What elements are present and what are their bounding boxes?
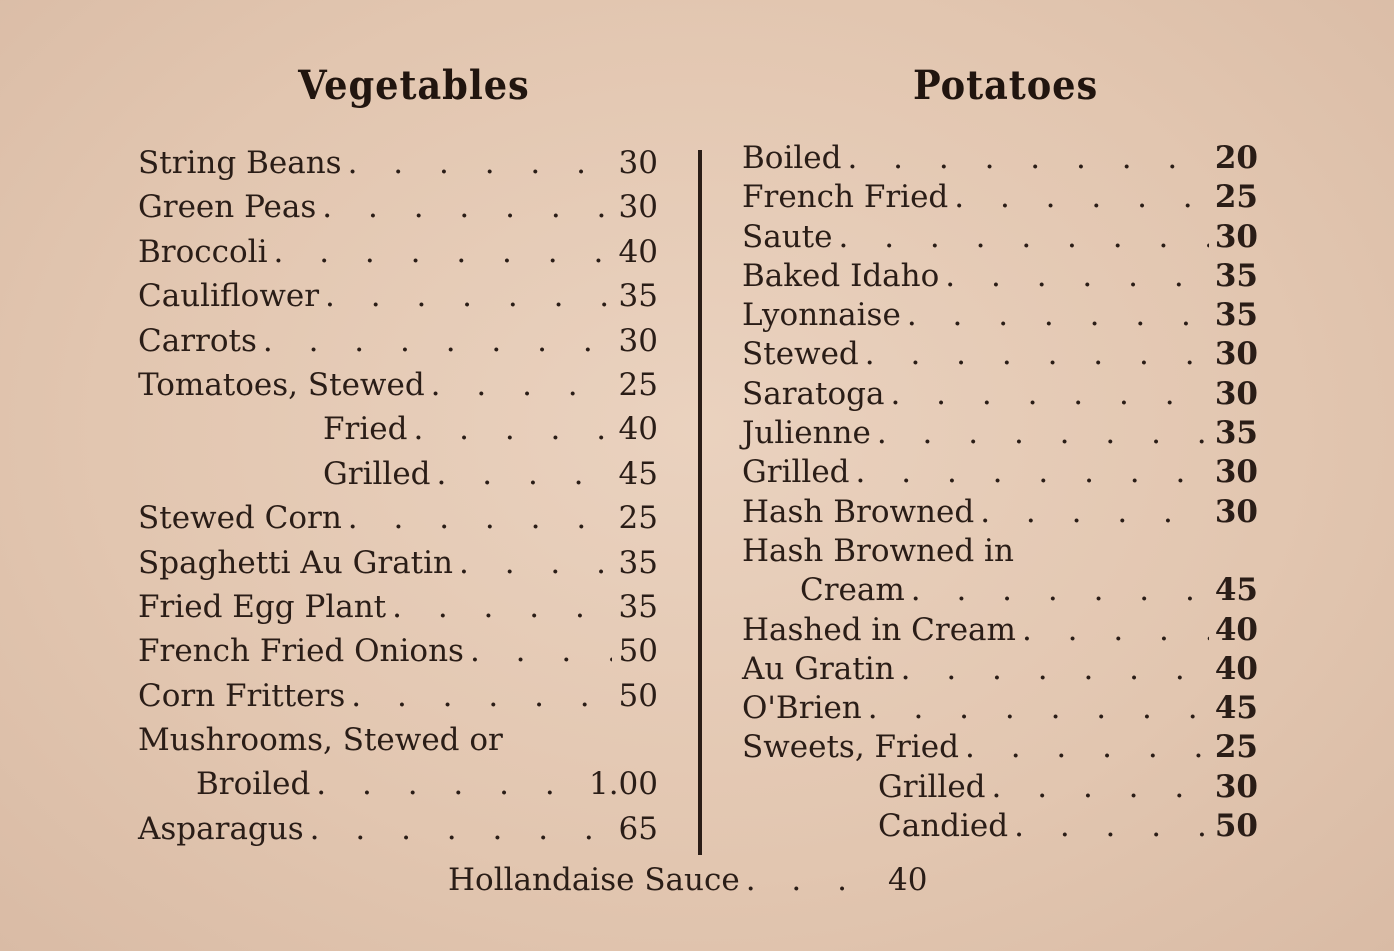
dot-leader: [263, 326, 612, 357]
item-name: Fried: [323, 411, 408, 448]
item-price: 30: [1214, 218, 1258, 255]
item-name: Corn Fritters: [138, 677, 346, 714]
menu-item: [138, 544, 658, 592]
menu-item: [138, 145, 658, 192]
dot-leader: [322, 192, 612, 223]
item-name: Grilled: [742, 454, 850, 491]
dot-leader: [459, 548, 612, 579]
item-price: 30: [1214, 375, 1258, 412]
item-price: 25: [1214, 179, 1258, 216]
menu-item: [138, 810, 658, 858]
menu-item: [742, 611, 1258, 654]
menu-item: [742, 297, 1258, 339]
menu-item: [742, 768, 1258, 811]
dot-leader: [437, 459, 612, 490]
menu-item: [138, 633, 658, 680]
menu-item: [742, 572, 1258, 614]
item-name: Cream: [800, 572, 905, 609]
item-price: 35: [1214, 257, 1258, 294]
item-name: Carrots: [138, 322, 257, 359]
menu-item: [138, 500, 658, 547]
dot-leader: [392, 592, 612, 623]
item-name: Green Peas: [138, 189, 317, 226]
menu-item: [742, 415, 1258, 457]
menu-item: [742, 218, 1258, 261]
menu-item: [742, 336, 1258, 378]
item-price: 1.00: [588, 766, 658, 803]
item-price: 50: [1214, 808, 1258, 845]
dot-leader: [470, 636, 612, 667]
dot-leader: [310, 814, 612, 845]
dot-leader: [954, 182, 1209, 213]
item-name: Julienne: [742, 415, 871, 452]
item-name: Stewed: [742, 336, 859, 373]
dot-leader: [348, 503, 612, 534]
menu-item: [138, 588, 658, 636]
item-name: Broiled: [196, 766, 311, 803]
item-price: 30: [1214, 768, 1258, 805]
item-price: 30: [1214, 454, 1258, 491]
item-price: 45: [618, 455, 658, 492]
dot-leader: [273, 237, 612, 268]
dot-leader: [868, 693, 1209, 724]
item-price: 50: [618, 633, 658, 670]
item-name: French Fried Onions: [138, 633, 464, 670]
dot-leader: [348, 148, 612, 179]
item-name: Lyonnaise: [742, 297, 901, 334]
item-name: Stewed Corn: [138, 500, 342, 537]
dot-leader: [351, 681, 612, 712]
item-name: Cauliflower: [138, 278, 320, 315]
item-price: 25: [618, 366, 658, 403]
vegetables-heading: Vegetables: [298, 62, 530, 109]
menu-item: [138, 366, 658, 414]
menu-item: [742, 257, 1258, 300]
vegetables-list: [138, 145, 658, 858]
item-price: 65: [618, 810, 658, 847]
item-name: Sweets, Fried: [742, 729, 959, 766]
item-price: 40: [618, 233, 658, 270]
item-name: Hollandaise Sauce: [448, 862, 740, 898]
item-price: 35: [618, 278, 658, 315]
menu-item: [742, 140, 1258, 182]
item-price: 30: [1214, 493, 1258, 530]
column-divider: [698, 150, 702, 855]
dot-leader: [907, 300, 1209, 331]
menu-item: [742, 179, 1258, 221]
dot-leader: [890, 379, 1208, 410]
menu-item: [138, 722, 658, 769]
item-name: Candied: [878, 808, 1009, 845]
dot-leader: [847, 143, 1208, 174]
item-price: 30: [618, 189, 658, 226]
item-price: 30: [618, 322, 658, 359]
menu-item: [742, 493, 1258, 536]
dot-leader: [431, 370, 612, 401]
item-name: Tomatoes, Stewed: [138, 366, 425, 403]
dot-leader: [965, 732, 1209, 763]
menu-item: [138, 322, 658, 370]
item-price: 40: [618, 411, 658, 448]
item-price: 25: [618, 500, 658, 537]
item-price: 50: [618, 677, 658, 714]
item-name: French Fried: [742, 179, 949, 216]
item-name: Baked Idaho: [742, 257, 940, 294]
item-name: String Beans: [138, 145, 342, 181]
dot-leader: [839, 222, 1209, 253]
dot-leader: [945, 261, 1209, 292]
menu-item: [742, 532, 1258, 575]
dot-leader: [746, 862, 860, 898]
menu-item: [742, 690, 1258, 732]
item-name: Saute: [742, 218, 833, 255]
item-price: 30: [1214, 336, 1258, 373]
menu-item: [742, 650, 1258, 693]
item-price: 25: [1214, 729, 1258, 766]
menu-item: [742, 454, 1258, 496]
dot-leader: [992, 772, 1209, 803]
hollandaise-sauce-item: [448, 862, 927, 898]
menu-item: [742, 375, 1258, 418]
dot-leader: [413, 414, 612, 445]
item-price: 35: [1214, 415, 1258, 452]
item-name: Hash Browned: [742, 493, 975, 530]
menu-item: [742, 808, 1258, 850]
dot-leader: [980, 497, 1209, 528]
menu-item: [138, 455, 658, 503]
item-price: 45: [1214, 690, 1258, 727]
item-name: Hashed in Cream: [742, 611, 1016, 648]
potatoes-heading: Potatoes: [913, 62, 1099, 109]
item-name: Spaghetti Au Gratin: [138, 544, 454, 581]
item-name: Grilled: [323, 455, 431, 492]
menu-item: [138, 677, 658, 725]
dot-leader: [325, 281, 612, 312]
dot-leader: [856, 457, 1209, 488]
item-price: 35: [618, 588, 658, 625]
item-price: 40: [1214, 611, 1258, 648]
item-price: 45: [1214, 572, 1258, 609]
menu-item: [138, 766, 658, 813]
dot-leader: [1014, 811, 1209, 842]
item-name: Broccoli: [138, 233, 268, 270]
item-price: 35: [1214, 297, 1258, 334]
item-name: Boiled: [742, 140, 842, 176]
item-name: Asparagus: [138, 810, 304, 847]
dot-leader: [877, 418, 1209, 449]
menu-item: [138, 189, 658, 236]
menu-item: [138, 411, 658, 458]
item-price: 35: [618, 544, 658, 581]
dot-leader: [316, 769, 583, 800]
dot-leader: [911, 575, 1209, 606]
item-name: Saratoga: [742, 375, 885, 412]
item-name: O'Brien: [742, 690, 862, 727]
item-name: Mushrooms, Stewed or: [138, 722, 503, 759]
menu-item: [138, 233, 658, 281]
item-name: Au Gratin: [742, 650, 895, 687]
item-name: Grilled: [878, 768, 986, 805]
menu-item: [138, 278, 658, 325]
dot-leader: [1022, 615, 1209, 646]
item-name: Hash Browned in: [742, 532, 1014, 569]
dot-leader: [865, 339, 1209, 370]
item-name: Fried Egg Plant: [138, 588, 387, 625]
potatoes-list: [742, 140, 1258, 850]
item-price: 40: [888, 862, 928, 898]
item-price: 20: [1214, 140, 1258, 176]
item-price: 40: [1214, 650, 1258, 687]
dot-leader: [901, 654, 1209, 685]
item-price: 30: [618, 145, 658, 181]
menu-item: [742, 729, 1258, 771]
